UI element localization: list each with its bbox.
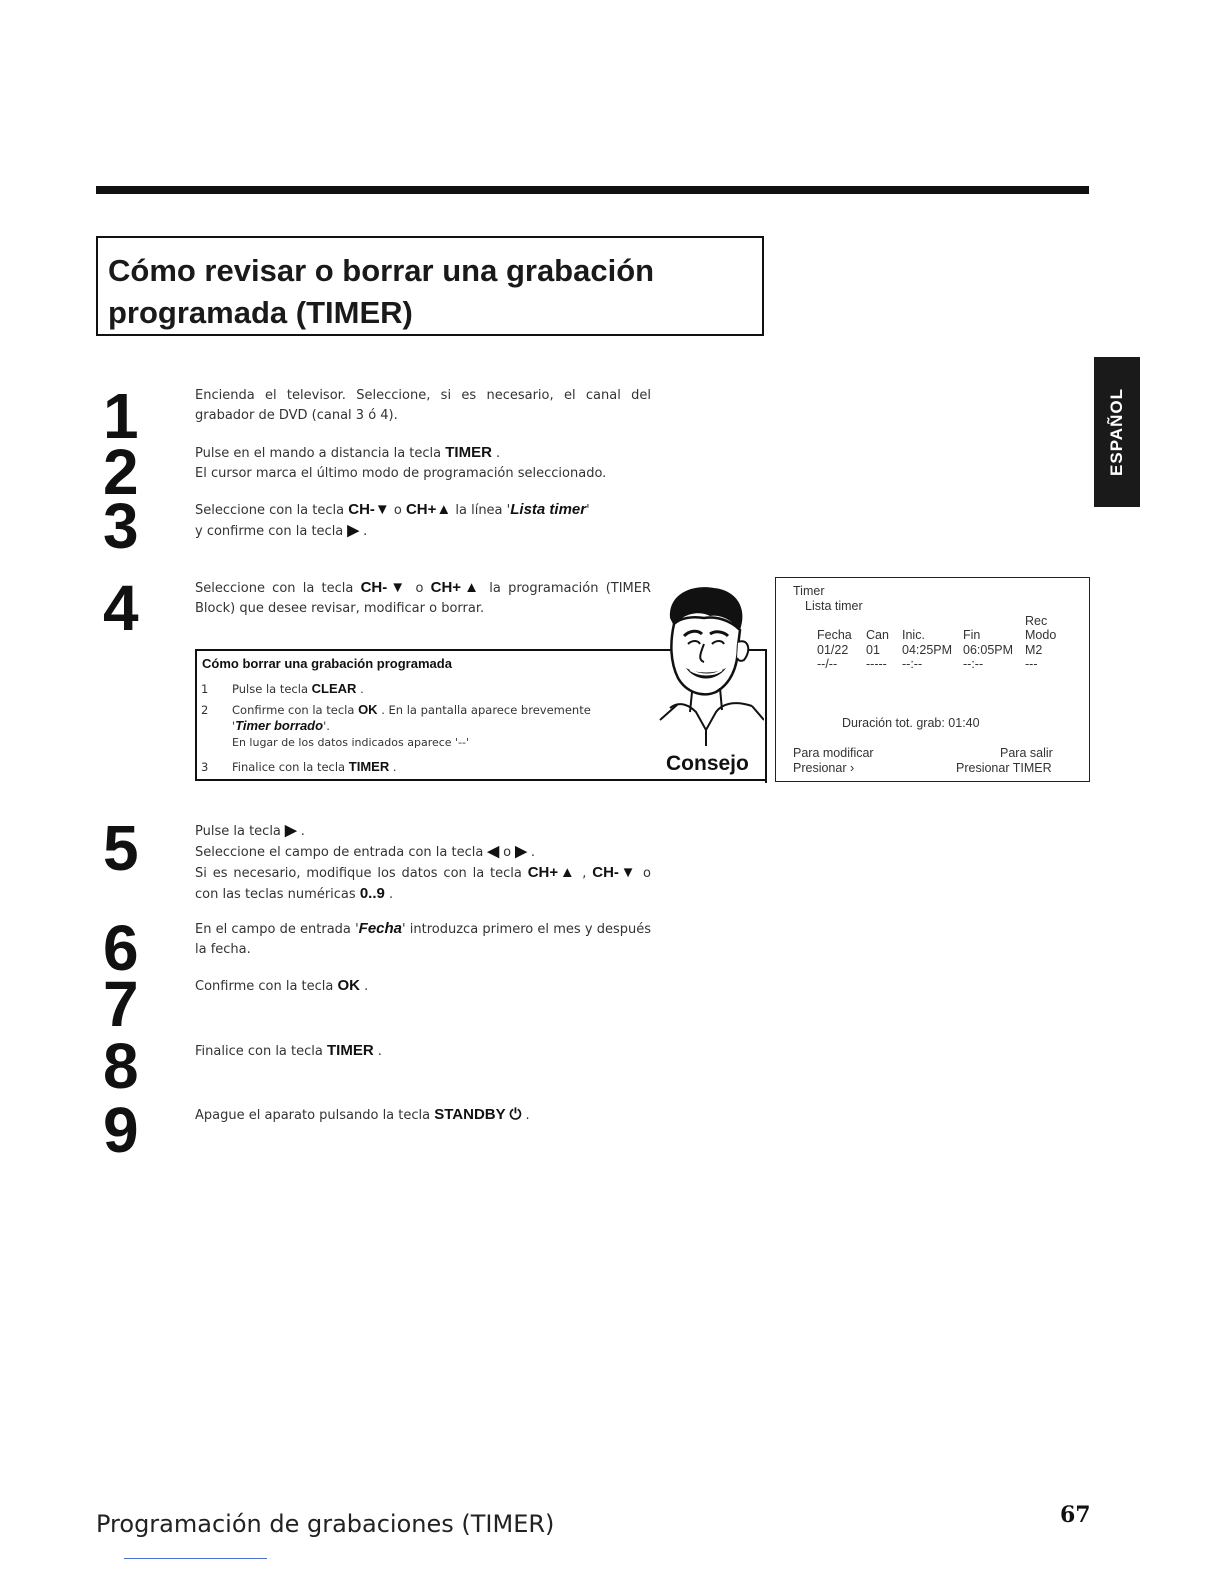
footer-link-underline: [124, 1558, 267, 1559]
title-box: [96, 236, 764, 336]
column-header: Fin: [963, 628, 981, 642]
step-text-2: Pulse en el mando a distancia la tecla TIMER . El cursor marca el último modo de programación seleccionado.: [195, 444, 607, 481]
language-tab: [1094, 357, 1140, 507]
page-number: 67: [1060, 1502, 1091, 1528]
step-text-4: Seleccione con la tecla CH-▼ o CH+▲ la programación (TIMER Block) que desee revisar, modificar o borrar.: [195, 579, 651, 616]
step-number-2: 2: [103, 436, 139, 508]
step-number-5: 5: [103, 812, 139, 884]
step-number-7: 7: [103, 968, 139, 1040]
step-text-7: Confirme con la tecla OK .: [195, 977, 369, 994]
step-number-1: 1: [103, 380, 139, 452]
step-text-5: Pulse la tecla ▶ . Seleccione el campo de entrada con la tecla ◀ o ▶ . Si es necesario, modifique los datos con la tecla CH+▲ , CH-▼ o con las teclas numéricas 0..9 .: [195, 822, 651, 902]
tip-step-number: 3: [201, 760, 209, 774]
total-duration: Duración tot. grab: 01:40: [842, 716, 980, 730]
tip-step-number: 1: [201, 682, 209, 696]
tip-label: Consejo: [666, 752, 749, 775]
table-cell: 01/22: [817, 643, 849, 657]
modify-hint-action: Presionar ›: [793, 761, 855, 775]
language-tab-label: ESPAÑOL: [1107, 388, 1126, 476]
modify-hint-label: Para modificar: [793, 746, 874, 760]
column-header: Can: [866, 628, 889, 642]
tip-step-text: Pulse la tecla CLEAR .: [232, 681, 364, 696]
column-header: Modo: [1025, 628, 1057, 642]
cartoon-character-icon: [640, 580, 764, 746]
table-cell: ---: [1025, 657, 1038, 671]
screen-title: Timer: [793, 584, 825, 598]
step-number-3: 3: [103, 490, 139, 562]
table-cell: --/--: [817, 657, 838, 671]
page-title: Cómo revisar o borrar una grabación programada (TIMER): [108, 253, 655, 330]
column-header: Inic.: [902, 628, 925, 642]
step-number-9: 9: [103, 1094, 139, 1166]
step-number-8: 8: [103, 1030, 139, 1102]
table-cell: M2: [1025, 643, 1043, 657]
step-text-9: Apague el aparato pulsando la tecla STANDBY ⏻ .: [195, 1106, 530, 1123]
table-cell: --:--: [902, 657, 923, 671]
table-cell: 04:25PM: [902, 643, 953, 657]
step-number-6: 6: [103, 912, 139, 984]
table-cell: 01: [866, 643, 880, 657]
tip-title: Cómo borrar una grabación programada: [202, 656, 452, 671]
exit-hint-action: Presionar TIMER: [956, 761, 1052, 775]
step-text-8: Finalice con la tecla TIMER .: [195, 1042, 382, 1059]
section-footer: Programación de grabaciones (TIMER): [96, 1510, 555, 1538]
tip-step-number: 2: [201, 703, 209, 717]
table-cell: 06:05PM: [963, 643, 1014, 657]
table-cell: --:--: [963, 657, 984, 671]
tip-box-right-border: [765, 649, 767, 783]
tip-step-text: Finalice con la tecla TIMER .: [232, 759, 397, 774]
screen-subtitle: Lista timer: [805, 599, 863, 613]
screen-rec-label: Rec: [1025, 614, 1048, 628]
tip-step-text: Confirme con la tecla OK . En la pantalla aparece brevemente 'Timer borrado'. En lugar de los datos indicados aparece '--': [232, 702, 591, 749]
step-text-3: Seleccione con la tecla CH-▼ o CH+▲ la línea 'Lista timer' y confirme con la tecla ▶ .: [195, 501, 590, 539]
table-cell: -----: [866, 657, 887, 671]
exit-hint-label: Para salir: [1000, 746, 1053, 760]
top-rule: [96, 186, 1089, 194]
column-header: Fecha: [817, 628, 852, 642]
step-text-6: En el campo de entrada 'Fecha' introduzca primero el mes y después la fecha.: [195, 920, 651, 957]
step-text-1: Encienda el televisor. Seleccione, si es necesario, el canal del grabador de DVD (canal 3 ó 4).: [195, 388, 651, 423]
step-number-4: 4: [103, 572, 139, 644]
